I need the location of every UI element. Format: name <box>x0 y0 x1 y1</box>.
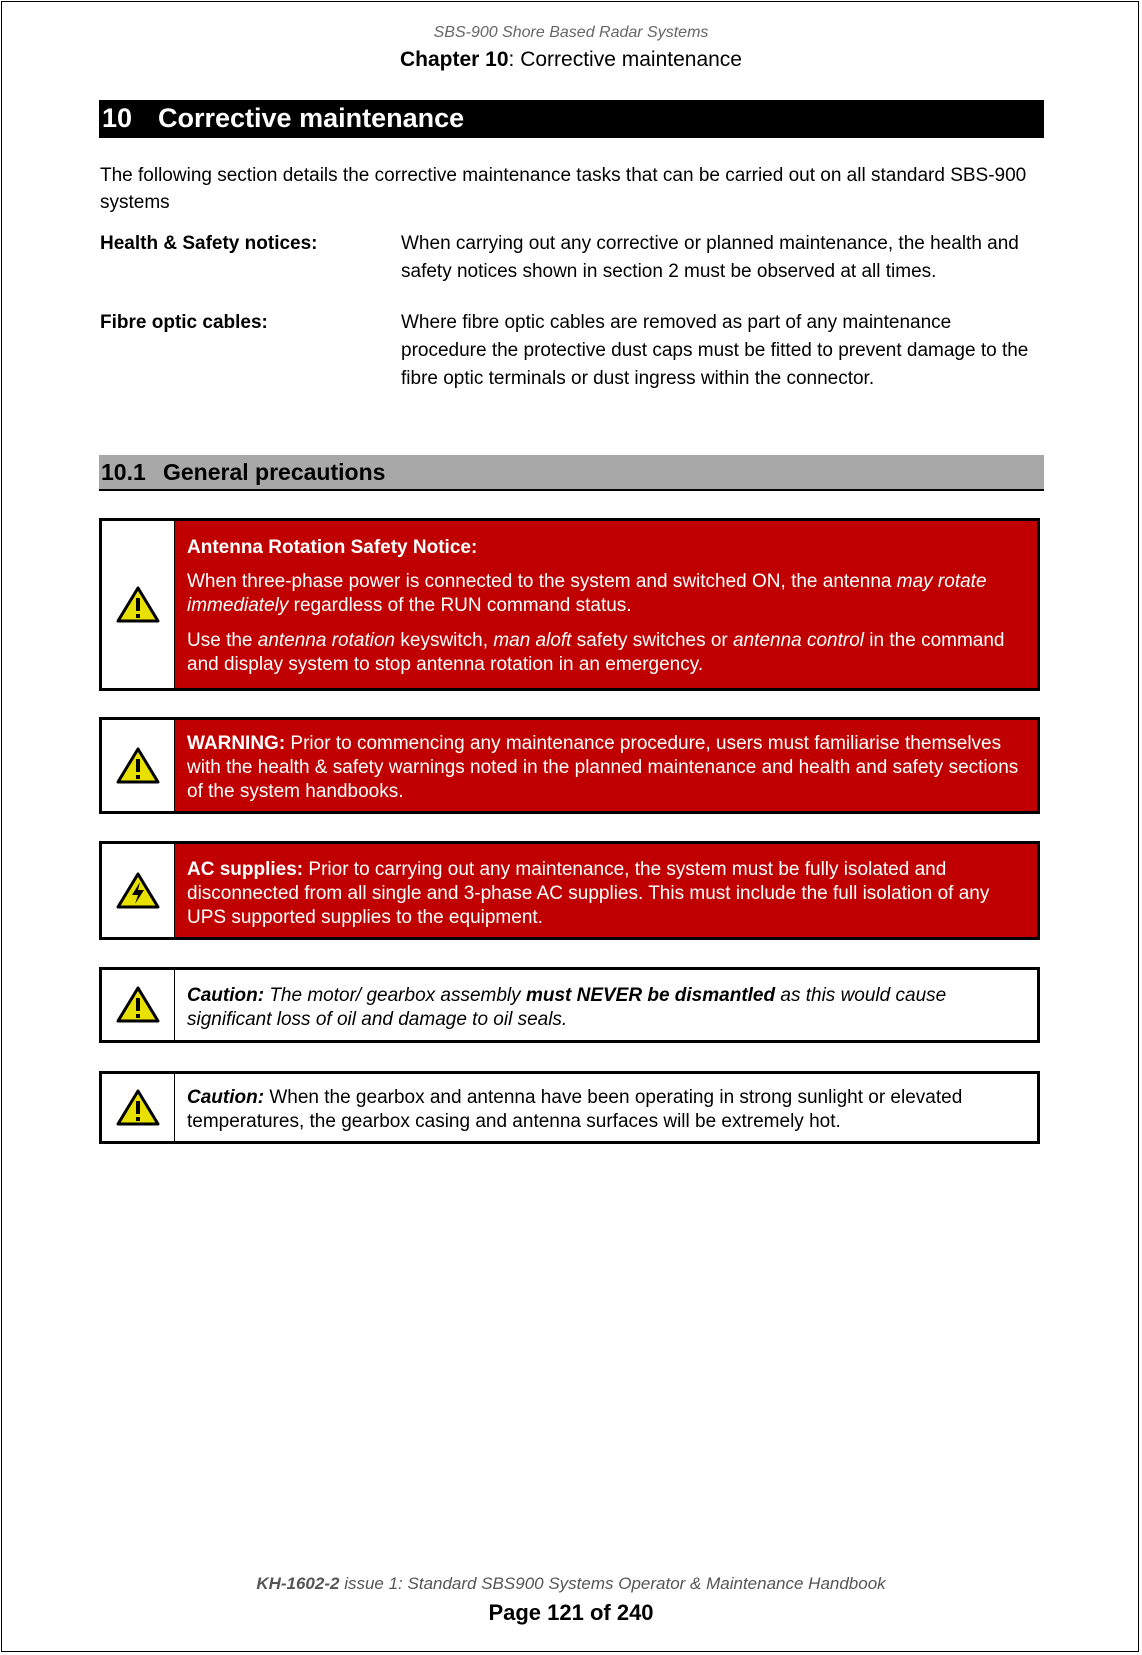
definition-health-safety <box>100 230 1040 286</box>
definition-term: Fibre optic cables: <box>100 312 268 333</box>
section-number: 10 <box>102 103 133 133</box>
definition-fibre-optic <box>100 309 1040 393</box>
caution-label: Caution: <box>187 1087 265 1108</box>
notice-heading: Antenna Rotation Safety Notice: <box>187 537 478 558</box>
definition-text: Where fibre optic cables are removed as part of any maintenance procedure the protective dust caps must be fitted to prevent damage to the fibre optic terminals or dust ingress within the connector. <box>401 312 1029 389</box>
notice-paragraph: WARNING: Prior to commencing any maintenance procedure, users must familiarise themselves with the health & safety warnings noted in the planned maintenance and health and safety sections of the system handbooks. <box>187 733 1019 802</box>
notice-paragraph: AC supplies: Prior to carrying out any maintenance, the system must be fully isolated and disconnected from all single and 3-phase AC supplies. This must include the full isolation of any UPS supported supplies to the equipment. <box>187 859 990 928</box>
chapter-header <box>0 48 1142 72</box>
warning-triangle-icon <box>102 521 175 688</box>
notice-paragraph: Caution: When the gearbox and antenna have been operating in strong sunlight or elevated temperatures, the gearbox casing and antenna surfaces will be extremely hot. <box>187 1087 963 1132</box>
document-header: SBS-900 Shore Based Radar Systems <box>433 24 709 41</box>
intro-paragraph: The following section details the corrective maintenance tasks that can be carried out on all standard SBS-900 systems <box>100 165 1027 213</box>
footer-doc-title: issue 1: Standard SBS900 Systems Operator & Maintenance Handbook <box>339 1574 886 1593</box>
warning-label: WARNING: <box>187 733 286 754</box>
section-heading <box>99 100 1044 138</box>
warning-notice <box>99 717 1040 814</box>
ac-supplies-notice <box>99 841 1040 940</box>
notice-paragraph: When three-phase power is connected to the system and switched ON, the antenna may rotate immediately regardless of the RUN command status. <box>187 571 987 616</box>
definition-text: When carrying out any corrective or planned maintenance, the health and safety notices shown in section 2 must be observed at all times. <box>401 233 1019 282</box>
chapter-label: Chapter 10 <box>400 48 509 71</box>
footer-document <box>0 1574 1142 1594</box>
warning-triangle-icon <box>102 970 175 1040</box>
antenna-rotation-notice <box>99 518 1040 691</box>
footer-doc-code: KH-1602-2 <box>256 1574 340 1593</box>
caution-label: Caution: <box>187 985 265 1006</box>
section-title: Corrective maintenance <box>158 103 465 133</box>
electrical-hazard-icon <box>102 844 175 937</box>
chapter-title: : Corrective maintenance <box>508 48 742 71</box>
warning-triangle-icon <box>102 720 175 811</box>
definition-term: Health & Safety notices: <box>100 233 318 254</box>
warning-triangle-icon <box>102 1074 175 1141</box>
subsection-title: General precautions <box>163 459 386 485</box>
subsection-heading <box>99 455 1044 491</box>
caution-gearbox-notice <box>99 967 1040 1043</box>
subsection-number: 10.1 <box>101 459 146 485</box>
ac-supplies-label: AC supplies: <box>187 859 304 880</box>
notice-paragraph: Caution: The motor/ gearbox assembly must NEVER be dismantled as this would cause significant loss of oil and damage to oil seals. <box>187 985 947 1030</box>
page-number: Page 121 of 240 <box>488 1600 654 1625</box>
caution-hot-surface-notice <box>99 1071 1040 1144</box>
notice-paragraph: Use the antenna rotation keyswitch, man aloft safety switches or antenna control in the command and display system to stop antenna rotation in an emergency. <box>187 630 1005 675</box>
